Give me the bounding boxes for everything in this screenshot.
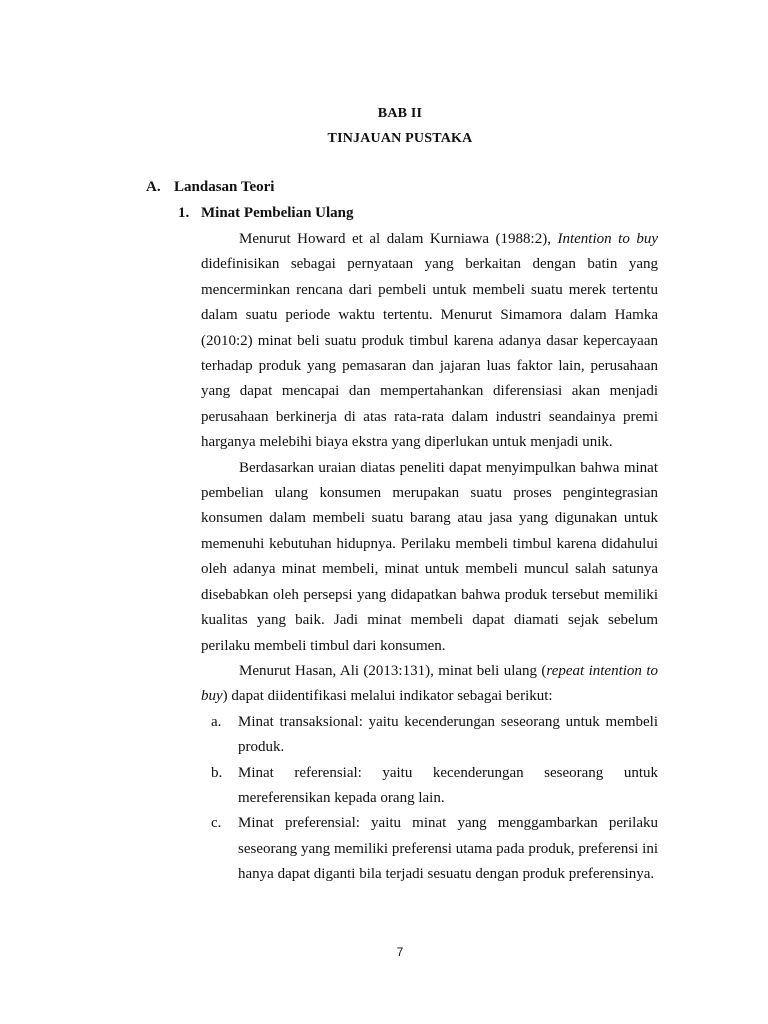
list-item [201,811,658,887]
subsection-title: Minat Pembelian Ulang [201,205,354,221]
paragraph-1-text-b: didefinisikan sebagai pernyataan yang berkaitan dengan batin yang mencerminkan rencana dari pembeli untuk membeli suatu merek tertentu dalam suatu periode waktu tertentu. Menurut Simamora dalam Hamka (2010:2) minat beli suatu produk timbul karena adanya dasar kepercayaan terhadap produk yang pemasaran dan jajaran luas faktor lain, perusahaan yang dapat mencapai dan mempertahankan diferensiasi akan menjadi perusahaan berkinerja di atas rata-rata dalam industri seandainya premi harganya melebihi biaya ekstra yang diperlukan untuk menjadi unik. [201,256,658,451]
paragraph-3-italic: repeat intention to buy [201,662,658,705]
list-item-marker: b. [211,764,223,781]
list-item-marker: c. [211,815,222,832]
section-title: Landasan Teori [174,179,275,195]
body-text [201,227,658,888]
paragraph-3-text-b: ) dapat diidentifikasi melalui indikator sebagai berikut: [222,688,553,705]
list-item-text: Minat referensial: yaitu kecenderungan seseorang untuk mereferensikan kepada orang lain. [238,764,658,806]
list-item-text: Minat preferensial: yaitu minat yang menggambarkan perilaku seseorang yang memiliki preferensi utama pada produk, preferensi ini hanya dapat diganti bila terjadi sesuatu dengan produk preferensinya. [238,815,658,883]
list-item [201,761,658,812]
list-item [201,710,658,761]
page-number: 7 [396,945,404,959]
subsection-marker: 1. [178,205,190,221]
chapter-title: TINJAUAN PUSTAKA [327,131,473,146]
list-item-text: Minat transaksional: yaitu kecenderungan seseorang untuk membeli produk. [238,713,658,756]
paragraph-1 [201,227,658,456]
paragraph-3 [201,659,658,710]
paragraph-1-italic: Intention to buy [557,231,659,247]
list-item-marker: a. [211,713,222,730]
paragraph-3-text-a: Menurut Hasan, Ali (2013:131), minat beli ulang ( [239,662,547,679]
chapter-number: BAB II [377,106,423,121]
indicator-list [201,710,658,888]
paragraph-1-text-a: Menurut Howard et al dalam Kurniawa (1988:2), [239,231,558,247]
section-marker: A. [146,179,161,195]
paragraph-2: Berdasarkan uraian diatas peneliti dapat menyimpulkan bahwa minat pembelian ulang konsumen merupakan suatu proses pengintegrasian konsumen dalam membeli suatu barang atau jasa yang digunakan untuk memenuhi kebutuhan hidupnya. Perilaku membeli timbul karena didahului oleh adanya minat membeli, minat untuk membeli muncul salah satunya disebabkan oleh persepsi yang didapatkan bahwa produk tersebut memiliki kualitas yang baik. Jadi minat membeli dapat diamati sejak sebelum perilaku membeli timbul dari konsumen. [201,459,658,654]
